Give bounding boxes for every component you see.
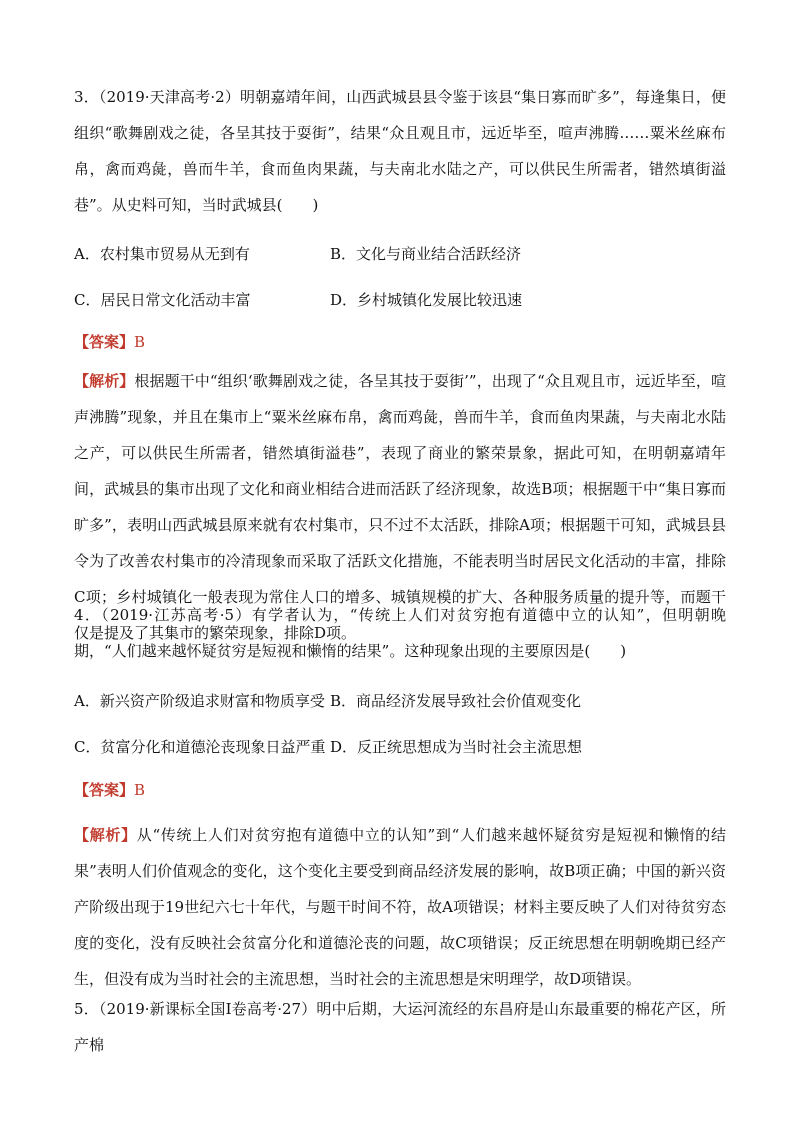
option-d: D．乡村城镇化发展比较迅速	[330, 291, 523, 309]
question-5-stem: 5．（2019·新课标全国Ⅰ卷高考·27）明中后期，大运河流经的东昌府是山东最重要的棉花产区，所产棉	[74, 1000, 726, 1054]
question-5	[74, 991, 726, 1063]
option-c: C．贫富分化和道德沦丧现象日益严重	[74, 738, 326, 756]
options-row-1	[74, 243, 726, 263]
answer-label: 【答案】	[74, 781, 135, 799]
analysis-text: 从“传统上人们对贫穷抱有道德中立的认知”到“人们越来越怀疑贫穷是短视和懒惰的结果”表明人们价值观念的变化，这个变化主要受到商品经济发展的影响，故B项正确；中国的新兴资产阶级出现于19世纪六七十年代，与题干时间不符，故A项错误；材料主要反映了人们对待贫穷态度的变化，没有反映社会贫富分化和道德沦丧的问题，故C项错误；反正统思想在明朝晚期已经产生，但没有成为当时社会的主流思想，当时社会的主流思想是宋明理学，故D项错误。	[74, 826, 726, 988]
question-3-stem: 3．（2019·天津高考·2）明朝嘉靖年间，山西武城县县令鉴于该县“集日寡而旷多”，每逢集日，便组织“歌舞剧戏之徒，各呈其技于耍街”，结果“众且观且市，远近毕至，喧声沸腾……粟米丝麻布帛，禽而鸡彘，兽而牛羊，食而鱼肉果蔬，与夫南北水陆之产，可以供民生所需者，错然填街溢巷”。从史料可知，当时武城县( )	[74, 88, 726, 214]
question-3-answer	[74, 331, 145, 352]
question-4-stem: 4．（2019·江苏高考·5）有学者认为，“传统上人们对贫穷抱有道德中立的认知”，但明朝晚期，“人们越来越怀疑贫穷是短视和懒惰的结果”。这种现象出现的主要原因是( )	[74, 606, 726, 660]
question-3	[74, 79, 726, 223]
option-b: B．商品经济发展导致社会价值观变化	[330, 692, 582, 710]
answer-label: 【答案】	[74, 333, 135, 351]
option-d: D．反正统思想成为当时社会主流思想	[330, 738, 583, 756]
options-row-1	[74, 690, 726, 710]
question-4-analysis	[74, 817, 726, 997]
analysis-label: 【解析】	[74, 826, 137, 844]
analysis-text: 根据题干中“组织‘歌舞剧戏之徒，各呈其技于耍街’”，出现了“众且观且市，远近毕至，喧声沸腾”现象，并且在集市上“粟米丝麻布帛，禽而鸡彘，兽而牛羊，食而鱼肉果蔬，与夫南北水陆之产，可以供民生所需者，错然填街溢巷”，表现了商业的繁荣景象，据此可知，在明朝嘉靖年间，武城县的集市出现了文化和商业相结合进而活跃了经济现象，故选B项；根据题干中“集日寡而旷多”，表明山西武城县原来就有农村集市，只不过不太活跃，排除A项；根据题干可知，武城县县令为了改善农村集市的冷清现象而采取了活跃文化措施，不能表明当时居民文化活动的丰富，排除C项；乡村城镇化一般表现为常住人口的增多、城镇规模的扩大、各种服务质量的提升等，而题干仅是提及了其集市的繁荣现象，排除D项。	[74, 372, 726, 642]
analysis-label: 【解析】	[74, 372, 135, 390]
answer-value: B	[134, 781, 146, 799]
question-4	[74, 597, 726, 669]
option-a: A．新兴资产阶级追求财富和物质享受	[74, 692, 325, 710]
option-b: B．文化与商业结合活跃经济	[330, 245, 522, 263]
option-a: A．农村集市贸易从无到有	[74, 245, 250, 263]
option-c: C．居民日常文化活动丰富	[74, 291, 251, 309]
question-4-answer	[74, 779, 145, 800]
options-row-2	[74, 736, 726, 756]
options-row-2	[74, 289, 726, 309]
answer-value: B	[134, 333, 146, 351]
